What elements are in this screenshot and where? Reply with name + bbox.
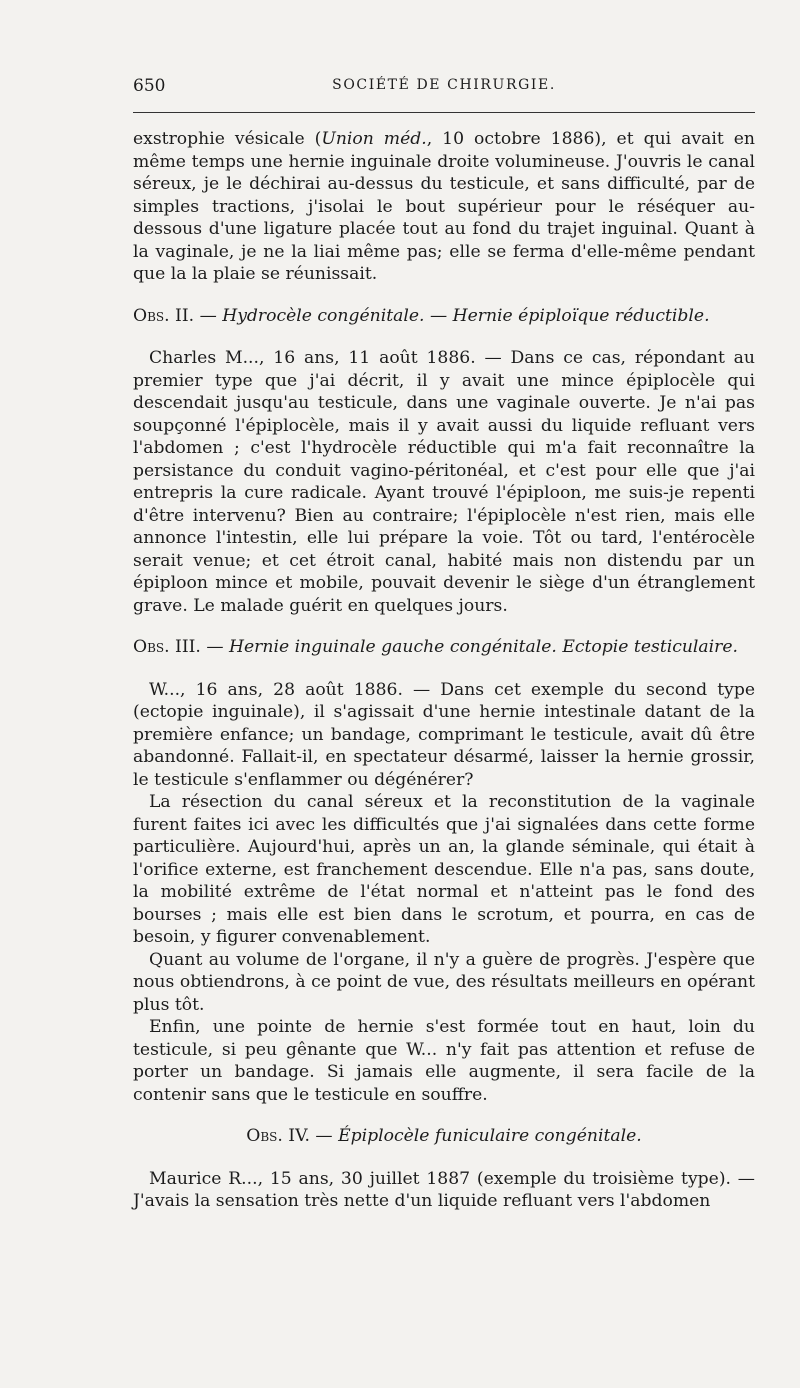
- paragraph: La résection du canal séreux et la reconstitution de la vaginale furent faites ici avec les difficultés que j'ai signalées dans cette forme particulière. Aujourd'hui, après un an, la glande séminale, qui était à l'orifice externe, est franchement descendue. Elle n'a pas, sans doute, la mobilité extrême de l'état normal et n'atteint pas le fond des bourses ; mais elle est bien dans le scrotum, et pourra, en cas de besoin, y figurer convenablement.: [133, 792, 755, 947]
- paragraph: Enfin, une pointe de hernie s'est formée tout en haut, loin du testicule, si peu gênante que W... n'y fait pas attention et refuse de porter un bandage. Si jamais elle augmente, il sera facile de la contenir sans que le testicule en souffre.: [133, 1017, 755, 1105]
- paragraph: Charles M..., 16 ans, 11 août 1886. — Dans ce cas, répondant au premier type que j'ai décrit, il y avait une mince épiplocèle qui descendait jusqu'au testicule, dans une vaginale ouverte. Je n'ai pas soupçonné l'épiplocèle, mais il y avait aussi du liquide refluant vers l'abdomen ; c'est l'hydrocèle réductible qui m'a fait reconnaître la persistance du conduit vagino-péritonéal, et c'est pour elle que j'ai entrepris la cure radicale. Ayant trouvé l'épiploon, me suis-je repenti d'être intervenu? Bien au contraire; l'épiplocèle n'est rien, mais elle annonce l'intestin, elle lui prépare la voie. Tôt ou tard, l'entérocèle serait venue; et cet étroit canal, habité mais non distendu par un épiploon mince et mobile, pouvait devenir le siège d'un étranglement grave. Le malade guérit en quelques jours.: [133, 348, 755, 616]
- paragraph-text: , 10 octobre 1886), et qui avait en même temps une hernie inguinale droite volumineuse. J'ouvris le canal séreux, je le déchirai au-dessus du testicule, et sans difficulté, par de simples tractions, j'isolai le bout supérieur pour le réséquer au-dessous d'une ligature placée tout au fond du trajet inguinal. Quant à la vaginale, je ne la liai même pas; elle se ferma d'elle-même pendant que la la plaie se réunissait.: [133, 129, 756, 284]
- paragraph: Maurice R..., 15 ans, 30 juillet 1887 (exemple du troisième type). — J'avais la sensation très nette d'un liquide refluant vers l'abdomen: [133, 1168, 755, 1211]
- paragraph: Quant au volume de l'organe, il n'y a guère de progrès. J'espère que nous obtiendrons, à ce point de vue, des résultats meilleurs en opérant plus tôt.: [133, 949, 755, 1015]
- paragraph-text: exstrophie vésicale (: [133, 129, 322, 149]
- observation-title: — Hernie inguinale gauche congénitale. Ectopie testiculaire.: [206, 637, 739, 657]
- journal-reference: Union méd.: [321, 129, 427, 149]
- header-rule: [133, 112, 755, 113]
- body-text: [133, 128, 755, 1213]
- page-header: [133, 76, 755, 100]
- observation-heading-3: [133, 636, 755, 659]
- paragraph: W..., 16 ans, 28 août 1886. — Dans cet exemple du second type (ectopie inguinale), il s'agissait d'une hernie intestinale datant de la première enfance; un bandage, comprimant le testicule, avait dû être abandonné. Fallait-il, en spectateur désarmé, laisser la hernie grossir, le testicule s'enflammer ou dégénérer?: [133, 679, 755, 790]
- observation-title: — Épiplocèle funiculaire congénitale.: [315, 1126, 642, 1146]
- observation-title: — Hydrocèle congénitale. — Hernie épiploïque réductible.: [199, 305, 710, 326]
- paragraph-continuation: [133, 128, 755, 286]
- observation-heading-4: [133, 1125, 755, 1148]
- page-number: 650: [133, 76, 166, 96]
- observation-label: Obs. IV.: [246, 1126, 310, 1146]
- running-head: SOCIÉTÉ DE CHIRURGIE.: [332, 77, 556, 93]
- observation-label: Obs. II.: [133, 305, 195, 326]
- observation-label: Obs. III.: [133, 637, 201, 657]
- observation-heading-2: [133, 305, 755, 328]
